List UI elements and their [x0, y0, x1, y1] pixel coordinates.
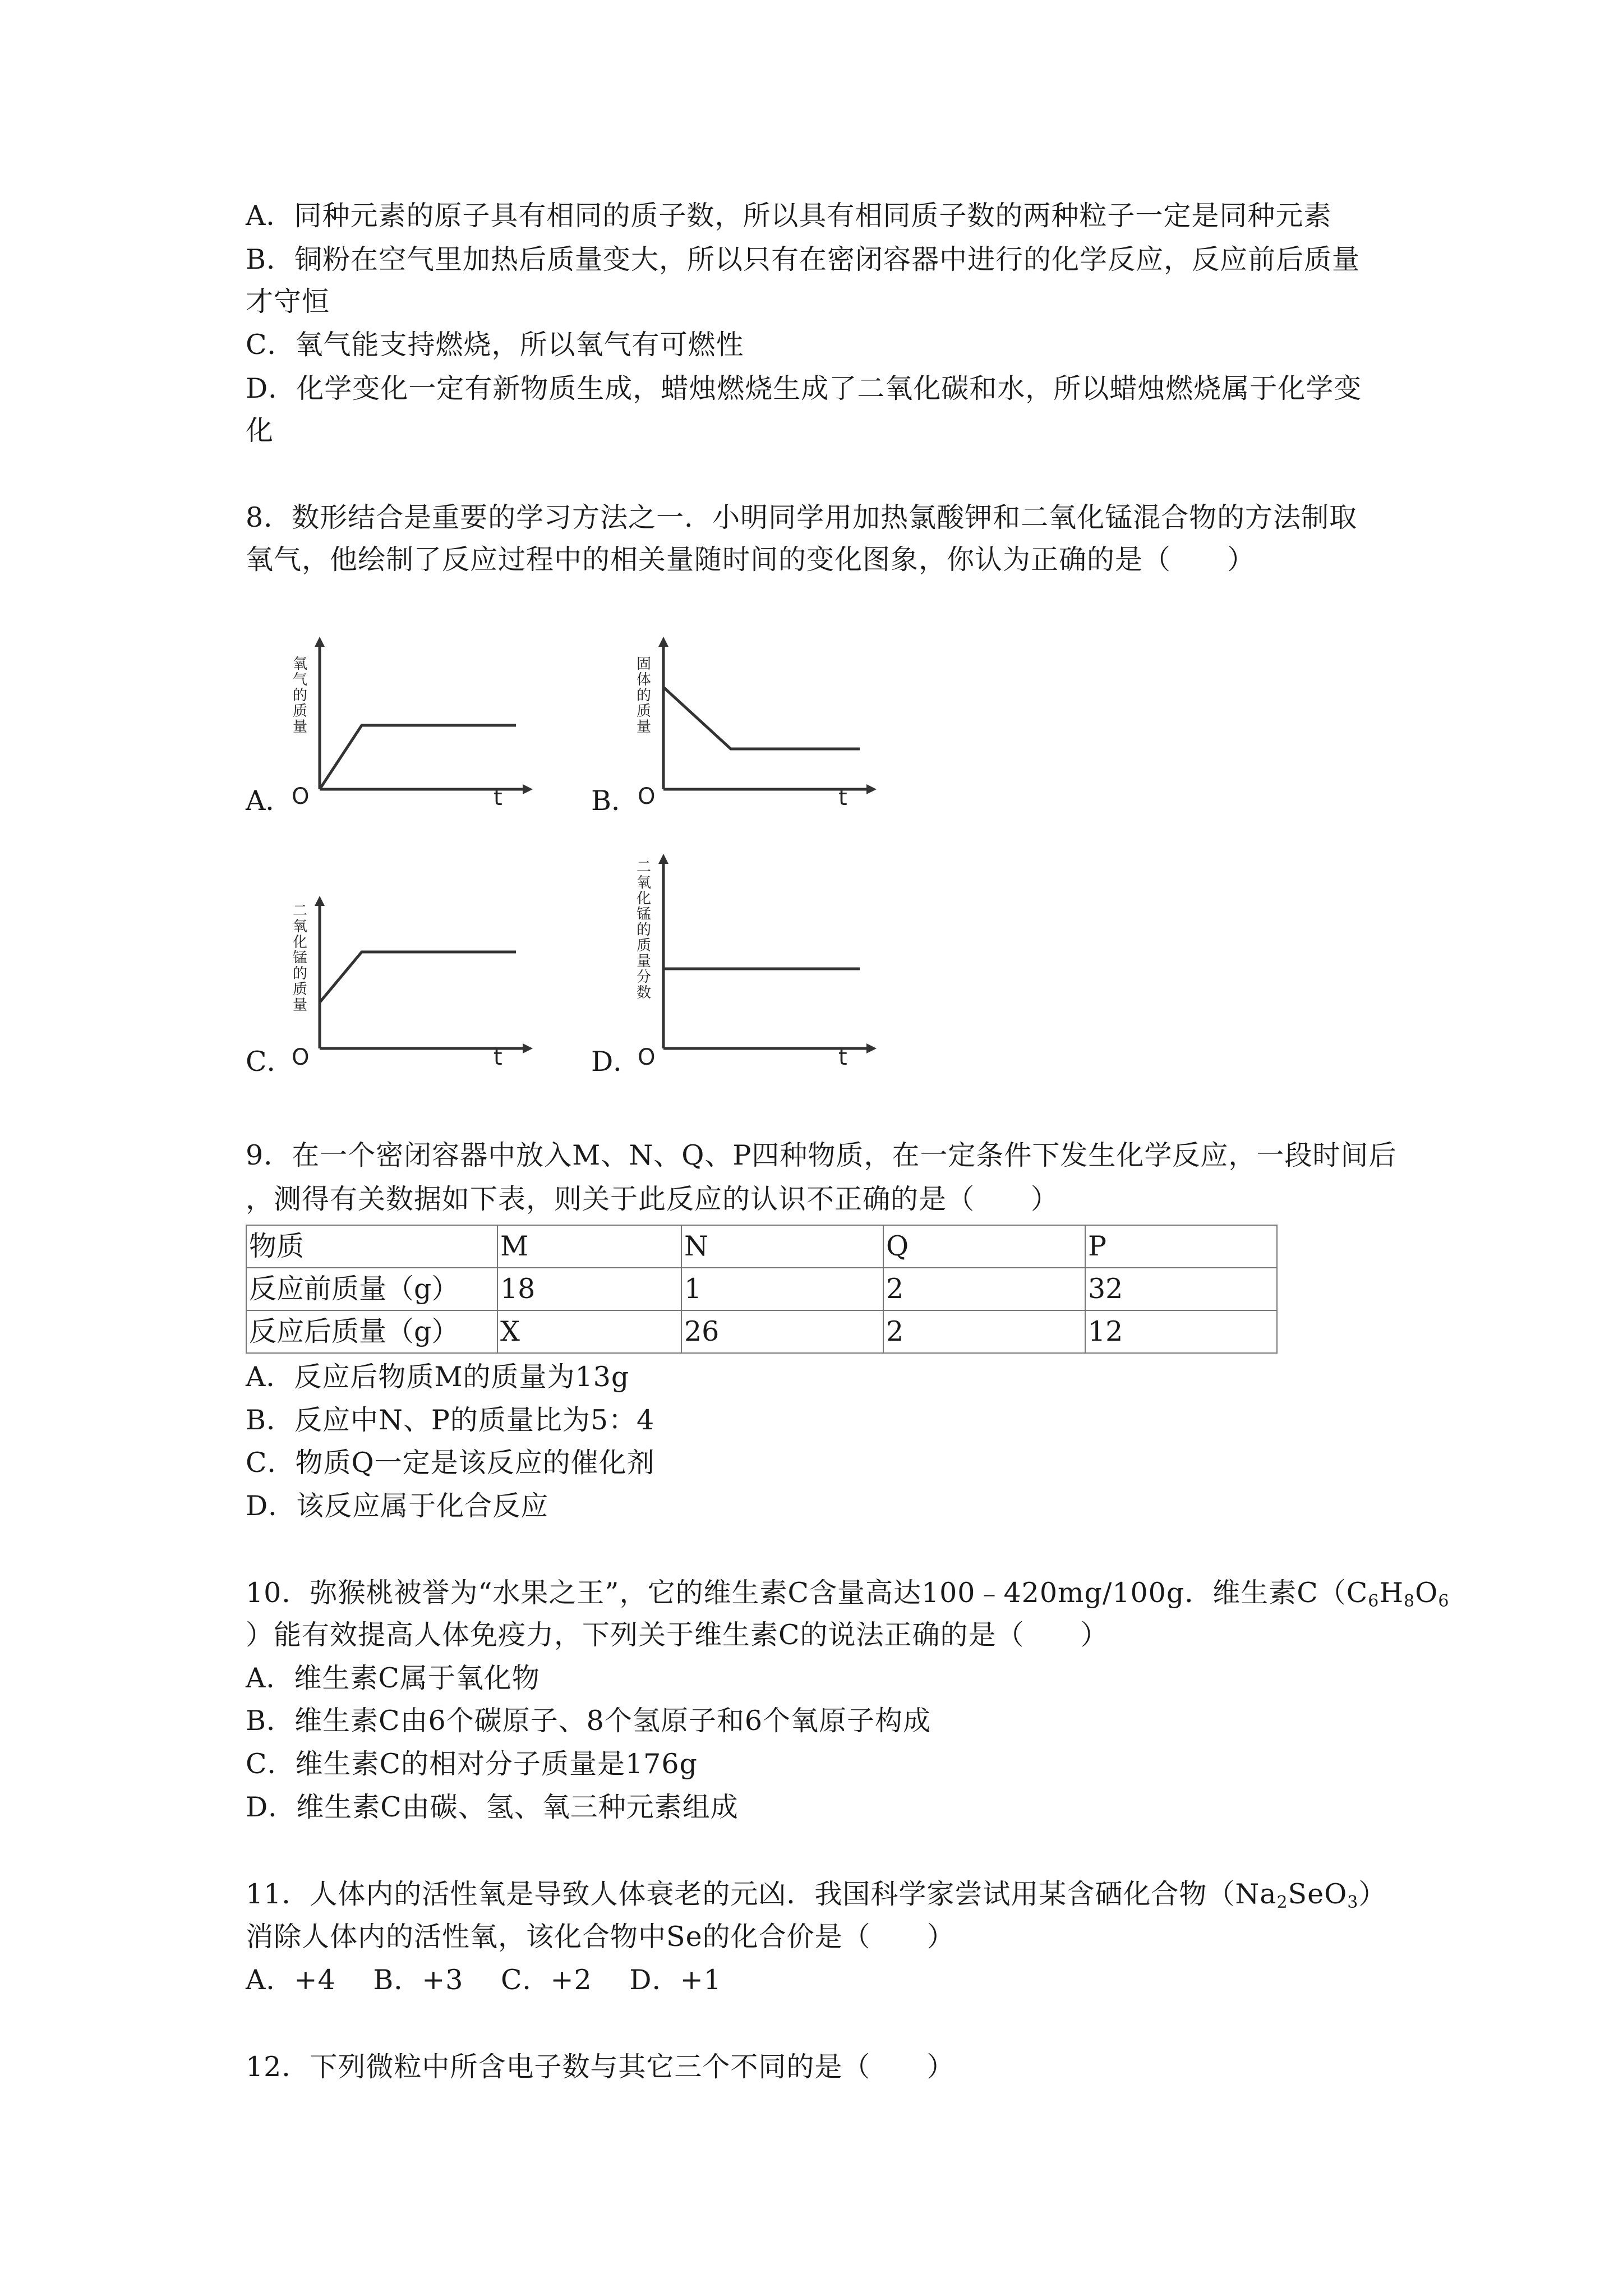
graph-a-origin: O — [292, 784, 310, 809]
q9-stem-line1: 9．在一个密闭容器中放入M、N、Q、P四种物质，在一定条件下发生化学反应，一段时间后 — [246, 1139, 1397, 1171]
q9-option-c: C．物质Q一定是该反应的催化剂 — [246, 1447, 655, 1479]
graph-b-letter: B． — [591, 785, 639, 817]
graph-d-xlabel: t — [838, 1045, 847, 1070]
table-cell: N — [681, 1225, 883, 1268]
graph-c-xlabel: t — [494, 1045, 502, 1070]
table-cell: X — [497, 1310, 681, 1353]
graph-d-ylabel: 二氧化锰的质量分数 — [636, 859, 651, 1001]
graph-c-letter: C． — [246, 1046, 294, 1078]
q10-option-d: D．维生素C由碳、氢、氧三种元素组成 — [246, 1791, 739, 1823]
q9-data-table — [246, 1225, 1278, 1354]
q7-option-b-line1: B．铜粉在空气里加热后质量变大，所以只有在密闭容器中进行的化学反应，反应前后质量 — [246, 243, 1361, 275]
table-cell: 18 — [497, 1268, 681, 1310]
graph-c-ylabel: 二氧化锰的质量 — [292, 903, 307, 1014]
graph-a-oxygen-mass — [308, 637, 533, 799]
graph-a-letter: A． — [246, 785, 293, 817]
graph-d-letter: D． — [591, 1046, 641, 1078]
q9-option-b: B．反应中N、P的质量比为5：4 — [246, 1404, 655, 1436]
table-row — [246, 1310, 1277, 1353]
graph-a-ylabel: 氧气的质量 — [292, 656, 307, 735]
table-cell: P — [1085, 1225, 1277, 1268]
q7-option-d-line2: 化 — [246, 415, 274, 447]
q7-option-c: C．氧气能支持燃烧，所以氧气有可燃性 — [246, 329, 744, 361]
q7-option-a: A．同种元素的原子具有相同的质子数，所以具有相同质子数的两种粒子一定是同种元素 — [246, 200, 1332, 232]
q7-option-d-line1: D．化学变化一定有新物质生成，蜡烛燃烧生成了二氧化碳和水，所以蜡烛燃烧属于化学变 — [246, 372, 1362, 404]
graph-b-ylabel: 固体的质量 — [636, 656, 651, 735]
table-cell: Q — [883, 1225, 1085, 1268]
q9-option-a: A．反应后物质M的质量为13g — [246, 1361, 630, 1393]
table-cell: M — [497, 1225, 681, 1268]
q11-stem-line1: 11．人体内的活性氧是导致人体衰老的元凶．我国科学家尝试用某含硒化合物$(Na_2SeO_3)$ — [246, 1878, 1387, 1912]
table-cell: 12 — [1085, 1310, 1277, 1353]
q10-option-b: B．维生素C由6个碳原子、8个氢原子和6个氧原子构成 — [246, 1705, 932, 1737]
q10-option-a: A．维生素C属于氧化物 — [246, 1662, 540, 1694]
graph-b-origin: O — [638, 784, 656, 809]
table-cell: 2 — [883, 1310, 1085, 1353]
table-cell: 反应后质量（g） — [246, 1310, 497, 1353]
q7-option-b-line2: 才守恒 — [246, 286, 330, 318]
table-row — [246, 1268, 1277, 1310]
graph-b-solid-mass — [652, 637, 877, 799]
q8-stem-line1: 8．数形结合是重要的学习方法之一．小明同学用加热氯酸钾和二氧化锰混合物的方法制取 — [246, 501, 1358, 533]
table-cell: 32 — [1085, 1268, 1277, 1310]
table-cell: 物质 — [246, 1225, 497, 1268]
table-cell: 反应前质量（g） — [246, 1268, 497, 1310]
table-row — [246, 1225, 1277, 1268]
table-cell: 26 — [681, 1310, 883, 1353]
q8-stem-line2: 氧气，他绘制了反应过程中的相关量随时间的变化图象，你认为正确的是（ ） — [246, 544, 1256, 576]
graph-d-origin: O — [638, 1045, 656, 1070]
q12-stem: 12．下列微粒中所含电子数与其它三个不同的是（ ） — [246, 2051, 955, 2083]
q11-stem-line2: 消除人体内的活性氧，该化合物中Se的化合价是（ ） — [246, 1921, 955, 1953]
table-cell: 1 — [681, 1268, 883, 1310]
q9-option-d: D．该反应属于化合反应 — [246, 1490, 549, 1522]
q10-stem-line1: 10．弥猴桃被誉为“水果之王”，它的维生素C含量高达100﹣420mg/100g．维生素$C(C_6H_8O_6$ — [246, 1577, 1450, 1611]
q10-stem-line2: ）能有效提高人体免疫力，下列关于维生素C的说法正确的是（ ） — [246, 1619, 1109, 1651]
table-cell: 2 — [883, 1268, 1085, 1310]
graph-c-mno2-mass — [308, 896, 533, 1059]
graph-d-mno2-mass-fraction — [652, 854, 877, 1050]
graph-b-xlabel: t — [838, 785, 847, 811]
q9-stem-line2: ，测得有关数据如下表，则关于此反应的认识不正确的是（ ） — [246, 1183, 1059, 1215]
graph-a-xlabel: t — [494, 785, 502, 811]
graph-c-origin: O — [292, 1045, 310, 1070]
q11-options: A．+4 B．+3 C．+2 D．+1 — [246, 1964, 722, 1996]
q10-option-c: C．维生素C的相对分子质量是176g — [246, 1748, 698, 1780]
